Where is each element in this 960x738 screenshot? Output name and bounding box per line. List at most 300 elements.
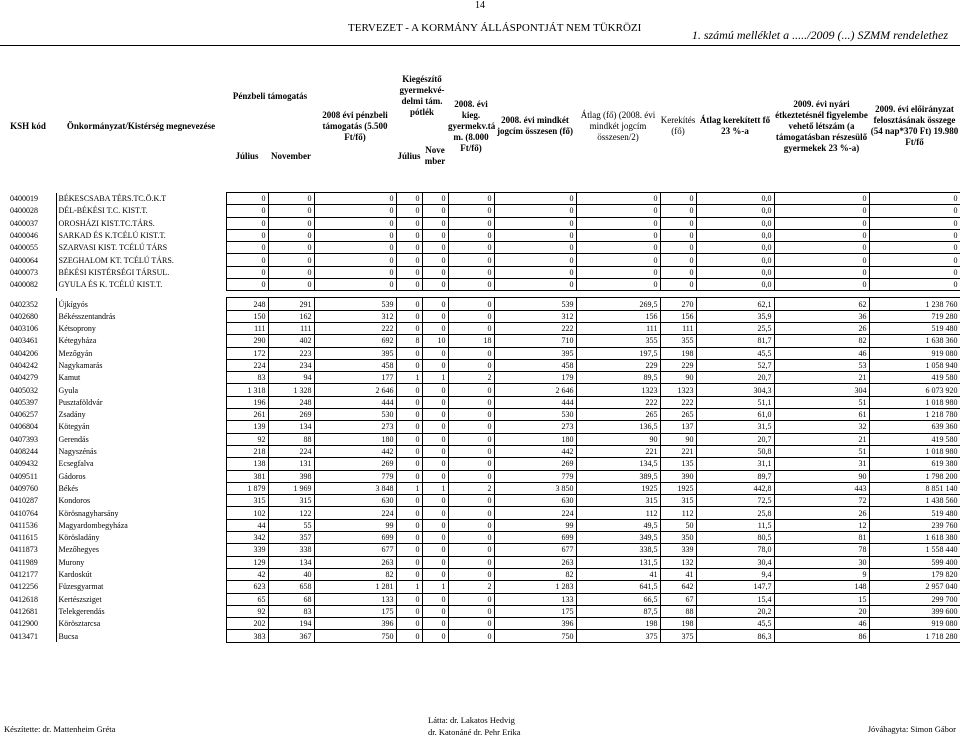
- value-cell: 458: [494, 359, 576, 371]
- value-cell: 0: [448, 409, 494, 421]
- value-cell: 0: [422, 229, 448, 241]
- value-cell: 0: [448, 359, 494, 371]
- value-cell: 0: [448, 495, 494, 507]
- value-cell: 129: [226, 556, 268, 568]
- value-cell: 0: [448, 507, 494, 519]
- value-cell: 67: [660, 593, 696, 605]
- value-cell: 9,4: [696, 568, 774, 580]
- value-cell: 375: [576, 630, 660, 642]
- value-cell: 50,8: [696, 445, 774, 457]
- value-cell: 383: [226, 630, 268, 642]
- value-cell: 89,5: [576, 372, 660, 384]
- value-cell: 0: [314, 279, 396, 291]
- value-cell: 62: [774, 298, 869, 310]
- value-cell: 0: [396, 519, 422, 531]
- table-row: [0, 593, 960, 605]
- value-cell: 87,5: [576, 605, 660, 617]
- value-cell: 2 646: [314, 384, 396, 396]
- value-cell: 0: [774, 229, 869, 241]
- value-cell: 0: [422, 630, 448, 642]
- table-row: [0, 322, 960, 334]
- name-cell: BÉKÉSI KISTÉRSÉGI TÁRSUL.: [56, 266, 226, 278]
- name-cell: Gádoros: [56, 470, 226, 482]
- value-cell: 0: [268, 193, 314, 205]
- value-cell: 89,7: [696, 470, 774, 482]
- value-cell: 338: [268, 544, 314, 556]
- value-cell: 6 073 920: [869, 384, 960, 396]
- table-row: [0, 421, 960, 433]
- value-cell: 350: [660, 532, 696, 544]
- value-cell: 269: [314, 458, 396, 470]
- col-kieg-jul: Július: [397, 150, 421, 161]
- value-cell: 51: [774, 396, 869, 408]
- value-cell: 0: [226, 242, 268, 254]
- ksh-code-cell: 0413471: [10, 631, 38, 641]
- table-row: [0, 205, 960, 217]
- value-cell: 20,7: [696, 372, 774, 384]
- value-cell: 40: [268, 568, 314, 580]
- footer-approved: Jóváhagyta: Simon Gábor: [867, 724, 956, 734]
- name-cell: Kardoskút: [56, 568, 226, 580]
- value-cell: 395: [314, 347, 396, 359]
- value-cell: 0: [422, 254, 448, 266]
- table-row: [0, 335, 960, 347]
- value-cell: 642: [660, 581, 696, 593]
- value-cell: 0: [422, 347, 448, 359]
- value-cell: 0: [396, 266, 422, 278]
- table-row: [0, 458, 960, 470]
- table-row: [0, 310, 960, 322]
- value-cell: 248: [226, 298, 268, 310]
- value-cell: 224: [226, 359, 268, 371]
- ksh-code-cell: 0400082: [10, 280, 38, 290]
- value-cell: 223: [268, 347, 314, 359]
- value-cell: 0: [448, 421, 494, 433]
- ksh-code-cell: 0402352: [10, 299, 38, 309]
- value-cell: 290: [226, 335, 268, 347]
- footer-prepared: Készítette: dr. Mattenheim Gréta: [4, 724, 116, 734]
- value-cell: 402: [268, 335, 314, 347]
- value-cell: 26: [774, 322, 869, 334]
- value-cell: 355: [576, 335, 660, 347]
- value-cell: 0: [774, 217, 869, 229]
- value-cell: 0: [226, 279, 268, 291]
- ksh-code-cell: 0409511: [10, 471, 38, 481]
- value-cell: 0: [422, 298, 448, 310]
- value-cell: 2: [448, 372, 494, 384]
- value-cell: 180: [314, 433, 396, 445]
- value-cell: 1: [396, 482, 422, 494]
- value-cell: 339: [660, 544, 696, 556]
- ksh-code-cell: 0411615: [10, 533, 38, 543]
- value-cell: 349,5: [576, 532, 660, 544]
- value-cell: 0: [576, 229, 660, 241]
- ksh-code-cell: 0400055: [10, 243, 38, 253]
- value-cell: 90: [660, 433, 696, 445]
- value-cell: 224: [314, 507, 396, 519]
- value-cell: 0: [268, 217, 314, 229]
- value-cell: 0,0: [696, 217, 774, 229]
- value-cell: 111: [268, 322, 314, 334]
- ksh-code-cell: 0412681: [10, 606, 38, 616]
- col-ev2008: 2008. évi mindkét jogcím összesen (fő): [497, 115, 573, 136]
- value-cell: 234: [268, 359, 314, 371]
- value-cell: 1 879: [226, 482, 268, 494]
- ksh-code-cell: 0404242: [10, 361, 38, 370]
- value-cell: 519 480: [869, 322, 960, 334]
- table-row: [0, 605, 960, 617]
- value-cell: 1: [396, 372, 422, 384]
- value-cell: 0: [396, 254, 422, 266]
- value-cell: 61,0: [696, 409, 774, 421]
- value-cell: 0: [422, 556, 448, 568]
- table-row: [0, 618, 960, 630]
- name-cell: Pusztaföldvár: [56, 396, 226, 408]
- value-cell: 0: [869, 242, 960, 254]
- value-cell: 269,5: [576, 298, 660, 310]
- value-cell: 82: [314, 568, 396, 580]
- value-cell: 1 218 780: [869, 409, 960, 421]
- value-cell: 150: [226, 310, 268, 322]
- value-cell: 135: [660, 458, 696, 470]
- value-cell: 90: [774, 470, 869, 482]
- value-cell: 53: [774, 359, 869, 371]
- value-cell: 0: [660, 266, 696, 278]
- value-cell: 0: [494, 242, 576, 254]
- value-cell: 35,9: [696, 310, 774, 322]
- value-cell: 0: [576, 242, 660, 254]
- value-cell: 419 580: [869, 372, 960, 384]
- value-cell: 133: [314, 593, 396, 605]
- value-cell: 0: [494, 205, 576, 217]
- value-cell: 1 438 560: [869, 495, 960, 507]
- value-cell: 222: [576, 396, 660, 408]
- name-cell: DÉL-BÉKÉSI T.C. KIST.T.: [56, 205, 226, 217]
- name-cell: Nagyszénás: [56, 445, 226, 457]
- value-cell: 458: [314, 359, 396, 371]
- ksh-code-cell: 0400064: [10, 255, 38, 265]
- annex-title: 1. számú melléklet a ...../2009 (...) SZMM rendelethez: [691, 28, 948, 42]
- value-cell: 396: [314, 618, 396, 630]
- name-cell: Magyardombegyháza: [56, 519, 226, 531]
- value-cell: 0: [422, 322, 448, 334]
- name-cell: Kétegyháza: [56, 335, 226, 347]
- value-cell: 137: [660, 421, 696, 433]
- value-cell: 0: [448, 322, 494, 334]
- name-cell: Bucsa: [56, 630, 226, 642]
- value-cell: 0: [448, 605, 494, 617]
- value-cell: 0: [268, 279, 314, 291]
- value-cell: 623: [226, 581, 268, 593]
- value-cell: 1925: [576, 482, 660, 494]
- value-cell: 0: [422, 242, 448, 254]
- value-cell: 0: [448, 593, 494, 605]
- ksh-code-cell: 0402680: [10, 311, 38, 321]
- value-cell: 0: [422, 495, 448, 507]
- value-cell: 0: [422, 593, 448, 605]
- value-cell: 65: [226, 593, 268, 605]
- value-cell: 443: [774, 482, 869, 494]
- value-cell: 0: [774, 254, 869, 266]
- value-cell: 21: [774, 372, 869, 384]
- value-cell: 248: [268, 396, 314, 408]
- value-cell: 224: [494, 507, 576, 519]
- value-cell: 0: [268, 254, 314, 266]
- value-cell: 315: [268, 495, 314, 507]
- name-cell: Kamut: [56, 372, 226, 384]
- value-cell: 90: [660, 372, 696, 384]
- value-cell: 1925: [660, 482, 696, 494]
- value-cell: 919 080: [869, 618, 960, 630]
- ksh-code-cell: 0405032: [10, 385, 38, 395]
- ksh-code-cell: 0405397: [10, 397, 38, 407]
- value-cell: 0: [448, 229, 494, 241]
- value-cell: 0: [448, 254, 494, 266]
- value-cell: 0: [774, 242, 869, 254]
- value-cell: 0: [422, 618, 448, 630]
- table-row: [0, 384, 960, 396]
- value-cell: 0: [396, 495, 422, 507]
- value-cell: 0: [396, 630, 422, 642]
- value-cell: 2 957 040: [869, 581, 960, 593]
- value-cell: 0: [448, 242, 494, 254]
- value-cell: 0,0: [696, 205, 774, 217]
- name-cell: Körösztarcsa: [56, 618, 226, 630]
- value-cell: 1323: [660, 384, 696, 396]
- value-cell: 0: [314, 229, 396, 241]
- value-cell: 80,5: [696, 532, 774, 544]
- value-cell: 0,0: [696, 193, 774, 205]
- value-cell: 357: [268, 532, 314, 544]
- value-cell: 1: [422, 482, 448, 494]
- name-cell: GYULA ÉS K. TCÉLÚ KIST.T.: [56, 279, 226, 291]
- value-cell: 136,5: [576, 421, 660, 433]
- ksh-code-cell: 0409432: [10, 459, 38, 469]
- table-row: [0, 568, 960, 580]
- table-row: [0, 544, 960, 556]
- value-cell: 0: [396, 433, 422, 445]
- value-cell: 0: [869, 254, 960, 266]
- value-cell: 72: [774, 495, 869, 507]
- value-cell: 367: [268, 630, 314, 642]
- value-cell: 677: [314, 544, 396, 556]
- value-cell: 265: [660, 409, 696, 421]
- value-cell: 198: [576, 618, 660, 630]
- ksh-code-cell: 0408244: [10, 447, 38, 457]
- value-cell: 442: [314, 445, 396, 457]
- value-cell: 710: [494, 335, 576, 347]
- value-cell: 147,7: [696, 581, 774, 593]
- value-cell: 273: [314, 421, 396, 433]
- table-row: [0, 470, 960, 482]
- value-cell: 86: [774, 630, 869, 642]
- value-cell: 0: [226, 217, 268, 229]
- value-cell: 0: [422, 445, 448, 457]
- value-cell: 31,1: [696, 458, 774, 470]
- value-cell: 0: [448, 193, 494, 205]
- ksh-code-cell: 0412900: [10, 619, 38, 629]
- ksh-code-cell: 0411536: [10, 520, 38, 530]
- value-cell: 0: [422, 205, 448, 217]
- value-cell: 131: [268, 458, 314, 470]
- value-cell: 0: [422, 458, 448, 470]
- value-cell: 442,8: [696, 482, 774, 494]
- value-cell: 175: [494, 605, 576, 617]
- value-cell: 0: [774, 279, 869, 291]
- table-row: [0, 532, 960, 544]
- value-cell: 0: [660, 242, 696, 254]
- ksh-code-cell: 0400073: [10, 267, 38, 277]
- value-cell: 312: [494, 310, 576, 322]
- value-cell: 639 360: [869, 421, 960, 433]
- value-cell: 0: [226, 229, 268, 241]
- value-cell: 273: [494, 421, 576, 433]
- value-cell: 8 851 140: [869, 482, 960, 494]
- col-penz-jul: Július: [235, 150, 259, 161]
- value-cell: 148: [774, 581, 869, 593]
- col-penz: Pénzbeli támogatás: [232, 90, 308, 101]
- value-cell: 0: [774, 266, 869, 278]
- value-cell: 0: [422, 266, 448, 278]
- value-cell: 0: [396, 322, 422, 334]
- ksh-code-cell: 0403106: [10, 324, 38, 334]
- name-cell: SARKAD ÉS K.TCÉLÚ KIST.T.: [56, 229, 226, 241]
- name-cell: Mezőhegyes: [56, 544, 226, 556]
- value-cell: 396: [494, 618, 576, 630]
- value-cell: 0: [869, 229, 960, 241]
- ksh-code-cell: 0409760: [10, 483, 38, 493]
- value-cell: 111: [576, 322, 660, 334]
- value-cell: 0: [576, 193, 660, 205]
- value-cell: 0: [448, 347, 494, 359]
- value-cell: 375: [660, 630, 696, 642]
- value-cell: 0,0: [696, 279, 774, 291]
- value-cell: 92: [226, 433, 268, 445]
- value-cell: 42: [226, 568, 268, 580]
- name-cell: Békés: [56, 482, 226, 494]
- table-row: [0, 507, 960, 519]
- table-row: [0, 433, 960, 445]
- table-row: [0, 396, 960, 408]
- value-cell: 0: [422, 421, 448, 433]
- value-cell: 83: [268, 605, 314, 617]
- value-cell: 229: [660, 359, 696, 371]
- value-cell: 222: [314, 322, 396, 334]
- table-row: [0, 242, 960, 254]
- ksh-code-cell: 0411873: [10, 545, 38, 555]
- value-cell: 102: [226, 507, 268, 519]
- value-cell: 338,5: [576, 544, 660, 556]
- value-cell: 0: [422, 409, 448, 421]
- value-cell: 0: [396, 205, 422, 217]
- name-cell: Újkígyós: [56, 298, 226, 310]
- value-cell: 0: [396, 532, 422, 544]
- value-cell: 0: [448, 445, 494, 457]
- value-cell: 0: [268, 266, 314, 278]
- ksh-code-cell: 0404206: [10, 348, 38, 358]
- value-cell: 0: [422, 359, 448, 371]
- value-cell: 44: [226, 519, 268, 531]
- value-cell: 312: [314, 310, 396, 322]
- value-cell: 25,8: [696, 507, 774, 519]
- value-cell: 0: [396, 193, 422, 205]
- value-cell: 3 848: [314, 482, 396, 494]
- value-cell: 444: [494, 396, 576, 408]
- value-cell: 0: [576, 254, 660, 266]
- value-cell: 10: [422, 335, 448, 347]
- value-cell: 261: [226, 409, 268, 421]
- col-name: Önkormányzat/Kistérség megnevezése: [66, 120, 216, 131]
- draft-notice: TERVEZET - A KORMÁNY ÁLLÁSPONTJÁT NEM TÜKRÖZI: [348, 22, 642, 34]
- value-cell: 221: [660, 445, 696, 457]
- value-cell: 919 080: [869, 347, 960, 359]
- value-cell: 1: [396, 581, 422, 593]
- value-cell: 0: [396, 507, 422, 519]
- name-cell: Zsadány: [56, 409, 226, 421]
- value-cell: 263: [494, 556, 576, 568]
- value-cell: 25,5: [696, 322, 774, 334]
- footer-seen-2: dr. Katonáné dr. Pehr Erika: [428, 727, 521, 737]
- value-cell: 1 018 980: [869, 396, 960, 408]
- value-cell: 62,1: [696, 298, 774, 310]
- value-cell: 50: [660, 519, 696, 531]
- value-cell: 156: [660, 310, 696, 322]
- value-cell: 0,0: [696, 242, 774, 254]
- value-cell: 0: [494, 229, 576, 241]
- value-cell: 0: [314, 193, 396, 205]
- value-cell: 72,5: [696, 495, 774, 507]
- value-cell: 0: [396, 279, 422, 291]
- value-cell: 750: [314, 630, 396, 642]
- value-cell: 1 718 280: [869, 630, 960, 642]
- table-row: [0, 581, 960, 593]
- value-cell: 263: [314, 556, 396, 568]
- value-cell: 0: [422, 532, 448, 544]
- value-cell: 0: [660, 229, 696, 241]
- value-cell: 0: [448, 532, 494, 544]
- footer: [0, 712, 960, 737]
- value-cell: 0: [396, 458, 422, 470]
- name-cell: Murony: [56, 556, 226, 568]
- value-cell: 30,4: [696, 556, 774, 568]
- value-cell: 1 238 760: [869, 298, 960, 310]
- value-cell: 1 283: [494, 581, 576, 593]
- value-cell: 269: [268, 409, 314, 421]
- value-cell: 90: [576, 433, 660, 445]
- value-cell: 630: [314, 495, 396, 507]
- value-cell: 0: [448, 568, 494, 580]
- value-cell: 112: [576, 507, 660, 519]
- value-cell: 0: [396, 298, 422, 310]
- ksh-code-cell: 0404279: [10, 373, 38, 383]
- value-cell: 82: [494, 568, 576, 580]
- value-cell: 134: [268, 421, 314, 433]
- value-cell: 1 558 440: [869, 544, 960, 556]
- value-cell: 0: [268, 242, 314, 254]
- table-row: [0, 482, 960, 494]
- value-cell: 68: [268, 593, 314, 605]
- value-cell: 111: [660, 322, 696, 334]
- table-row: [0, 495, 960, 507]
- name-cell: Ecsegfalva: [56, 458, 226, 470]
- value-cell: 0: [396, 556, 422, 568]
- value-cell: 51: [774, 445, 869, 457]
- value-cell: 0: [448, 544, 494, 556]
- value-cell: 0: [422, 433, 448, 445]
- value-cell: 0: [314, 254, 396, 266]
- value-cell: 196: [226, 396, 268, 408]
- name-cell: SZARVASI KIST. TCÉLÚ TÁRS: [56, 242, 226, 254]
